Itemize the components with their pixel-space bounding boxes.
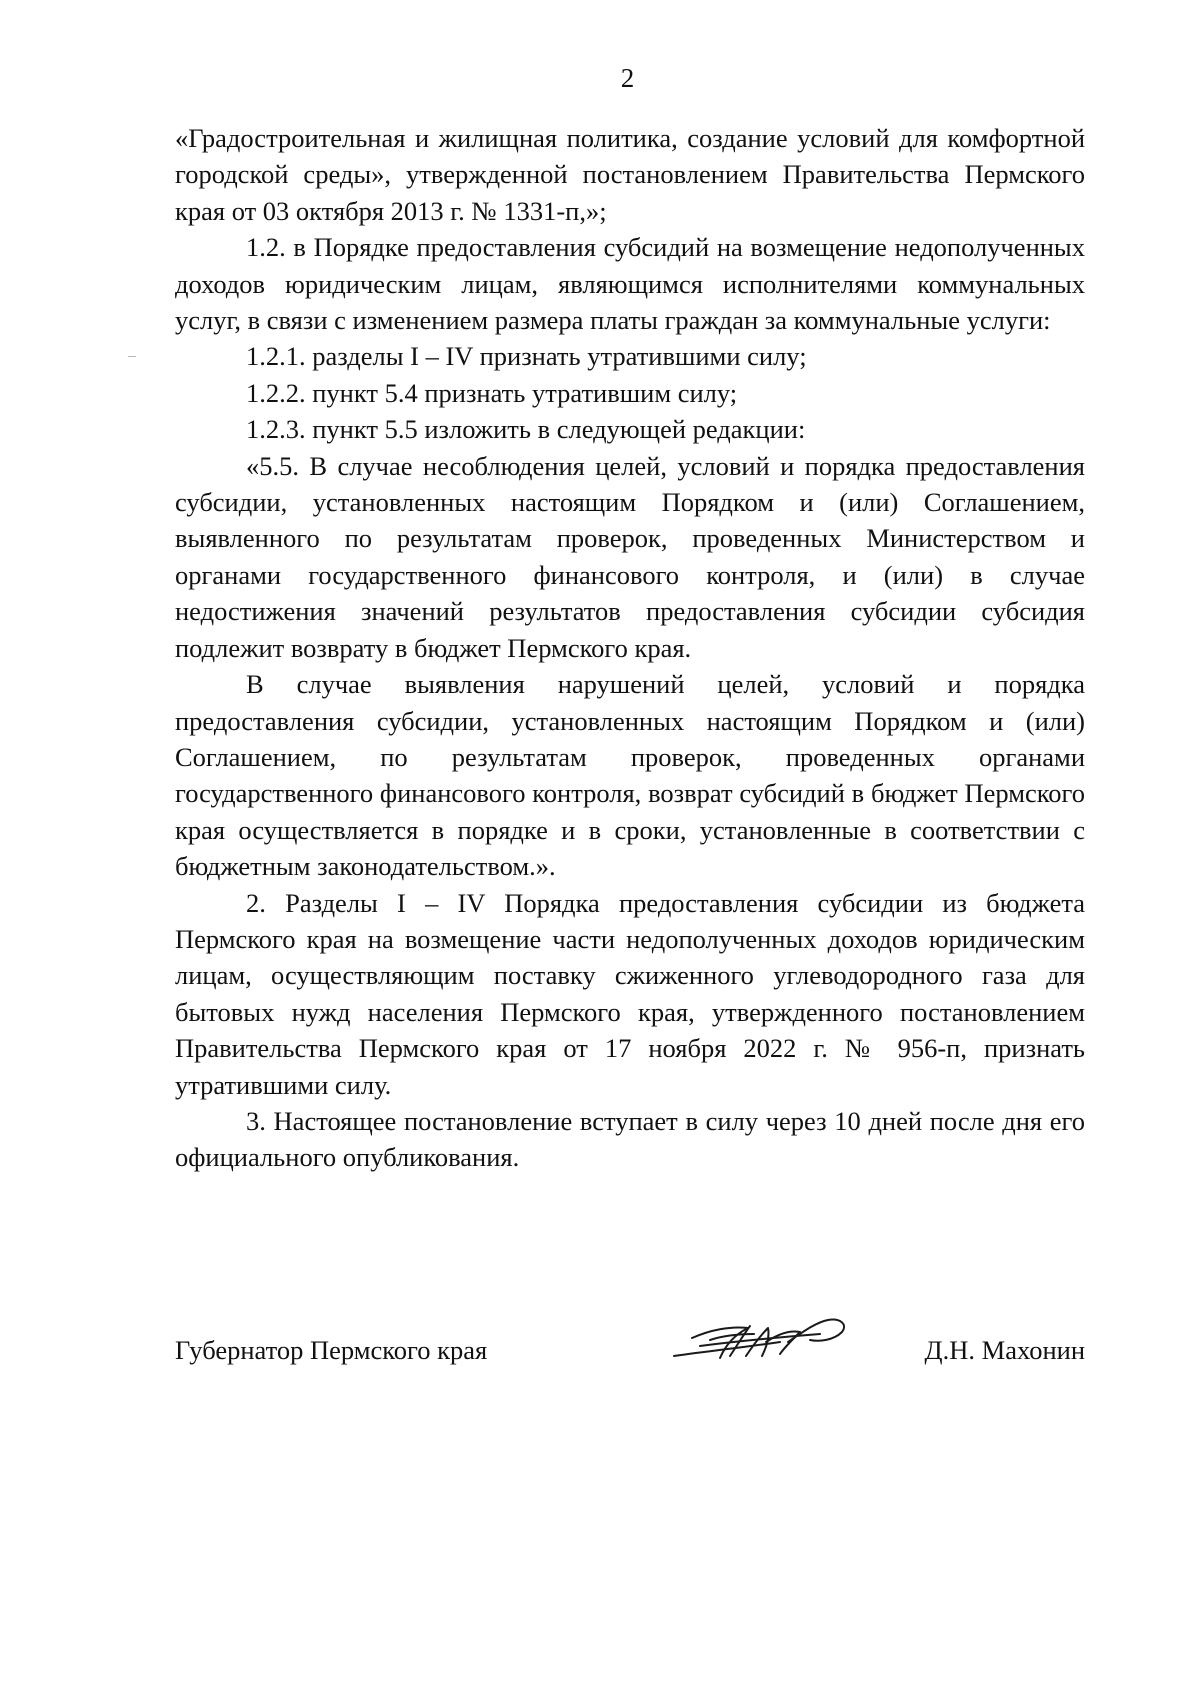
scan-mark xyxy=(128,356,136,357)
paragraph-1-2-2: 1.2.2. пункт 5.4 признать утратившим силу; xyxy=(246,377,738,408)
paragraph-2: 2. Разделы I – IV Порядка предоставления субсидии из бюджета Пермского края на возмещение части недополученных доходов юридическим лицам, осуществляющим поставку сжиженного углеводородного газа для бытовых нужд населения Пермского края, утвержденного постановлением Правительства Пермского края от 17 ноября 2022 г. № 956-п, признать утратившими силу. xyxy=(175,887,1085,1100)
page-number: 2 xyxy=(620,63,635,93)
paragraph-1-2-1: 1.2.1. разделы I – IV признать утратившими силу; xyxy=(246,341,807,372)
handwritten-signature xyxy=(670,1312,855,1372)
signatory-name: Д.Н. Махонин xyxy=(924,1335,1085,1365)
paragraph-violations: В случае выявления нарушений целей, условий и порядка предоставления субсидии, установленных настоящим Порядком и (или) Соглашением, по результатам проверок, проведенных органами государственного финансового контроля, возврат субсидий в бюджет Пермского края осуществляется в порядке и в сроки, установленные в соответствии с бюджетным законодательством.». xyxy=(175,669,1085,882)
signatory-position: Губернатор Пермского края xyxy=(175,1335,488,1365)
signature-block xyxy=(175,1320,1085,1380)
paragraph-3: 3. Настоящее постановление вступает в силу через 10 дней после дня его официального опубликования. xyxy=(175,1105,1085,1173)
paragraph-5-5: «5.5. В случае несоблюдения целей, условий и порядка предоставления субсидии, установленных настоящим Порядком и (или) Соглашением, выявленного по результатам проверок, проведенных Министерством и органами государственного финансового контроля, и (или) в случае недостижения значений результатов предоставления субсидии субсидия подлежит возврату в бюджет Пермского края. xyxy=(175,450,1085,663)
paragraph-continuation: «Градостроительная и жилищная политика, создание условий для комфортной городской среды», утвержденной постановлением Правительства Пермского края от 03 октября 2013 г. № 1331-п,»; xyxy=(175,123,1085,226)
paragraph-1-2: 1.2. в Порядке предоставления субсидий на возмещение недополученных доходов юридическим лицам, являющимся исполнителями коммунальных услуг, в связи с изменением размера платы граждан за коммунальные услуги: xyxy=(175,232,1085,336)
paragraph-1-2-3: 1.2.3. пункт 5.5 изложить в следующей редакции: xyxy=(246,414,806,445)
document-body xyxy=(175,120,1085,1176)
